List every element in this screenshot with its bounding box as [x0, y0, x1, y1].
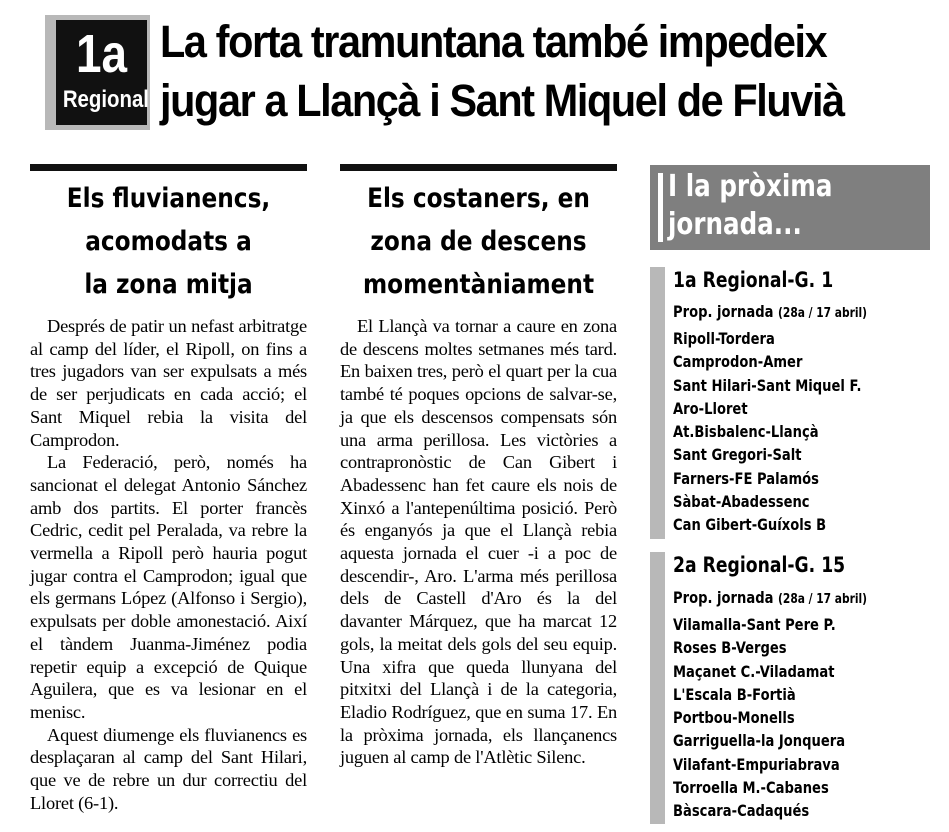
match-item: At.Bisbalenc-Llançà: [673, 422, 819, 442]
group-1-match-list: [673, 327, 903, 537]
match-item: Maçanet C.-Viladamat: [673, 661, 835, 681]
sidebar-title-line-1: I la pròxima: [668, 169, 833, 204]
headline-line-1: La forta tramuntana també impedeix: [160, 16, 827, 67]
column-1-title-line-1: Els fluvianencs,: [66, 183, 271, 214]
match-item: Can Gibert-Guíxols B: [673, 515, 827, 535]
column-2-title-line-1: Els costaners, en: [367, 183, 590, 214]
badge-number: 1a: [75, 24, 128, 84]
group-2-match-list: [673, 613, 883, 823]
group-2-prop-label: Prop. jornada: [673, 588, 774, 607]
match-item: Roses B-Verges: [673, 638, 787, 658]
match-item: Farners-FE Palamós: [673, 468, 819, 488]
match-item: Garriguella-la Jonquera: [673, 731, 846, 751]
column-1-title: [49, 177, 287, 306]
column-1-body: [30, 315, 307, 814]
match-item: Torroella M.-Cabanes: [673, 778, 829, 798]
headline-line-2: jugar a Llançà i Sant Miquel de Fluvià: [160, 75, 844, 126]
match-item: Sàbat-Abadessenc: [673, 492, 810, 512]
match-item: Camprodon-Amer: [673, 352, 803, 372]
match-item: Bàscara-Cadaqués: [673, 801, 810, 821]
column-2-rule: [340, 164, 617, 171]
column-2-title-line-3: momentàniament: [362, 269, 595, 300]
match-item: Aro-Lloret: [673, 398, 748, 418]
section-badge: [56, 20, 147, 125]
group-1-title: 1a Regional-G. 1: [673, 268, 834, 292]
group-1-accent-bar: [650, 267, 665, 539]
sidebar-title-line-2: jornada...: [668, 207, 802, 242]
match-item: Sant Hilari-Sant Miquel F.: [673, 375, 862, 395]
match-item: Vilamalla-Sant Pere P.: [673, 615, 836, 634]
column-2-paragraph-1: El Llançà va tornar a caure en zona de descens moltes setmanes més tard. En baixen tres, però el quart per la cua també té poques opcions de salvar-se, ja que els descensos compensats són una arma perillosa. Les victòries a contrapronòstic de Can Gibert i Abadessenc han fet caure els nois de Xinxó a l'antepenúltima posició. Però és enganyós ja que el Llançà rebia aquesta jornada el cuer -i a poc de descendir-, Aro. L'arma més perillosa dels de Castell d'Aro és la del davanter Márquez, que ha marcat 12 gols, la meitat dels gols del seu equip. Una xifra que queda llunyana del pitxitxi del Llançà i de la categoria, Eladio Rodríguez, que en suma 17. En la pròxima jornada, els llançanencs juguen al camp de l'Atlètic Silenc.: [340, 316, 617, 768]
group-1-prop-jornada: [673, 301, 867, 325]
column-1-title-line-3: la zona mitja: [84, 269, 253, 300]
match-item: L'Escala B-Fortià: [673, 684, 796, 704]
column-1-paragraph-3: Aquest diumenge els fluvianencs es desplaçaran al camp del Sant Hilari, que ve de rebre un dur correctiu del Lloret (6-1).: [30, 724, 307, 813]
match-item: Ripoll-Tordera: [673, 329, 775, 348]
column-1-title-line-2: acomodats a: [85, 226, 252, 257]
column-1-paragraph-2: La Federació, però, només ha sancionat el delegat Antonio Sánchez amb dos partits. El porter francès Cedric, cedit pel Peralada, va rebre la vermella a Ripoll però hauria pogut jugar contra el Camprodon; igual que els germans López (Alfonso i Sergio), expulsats per doble amonestació. Així el tàndem Juanma-Jiménez podia repetir equip a excepció de Quique Aguilera, que es va lesionar en el menisc.: [30, 452, 307, 722]
group-2-title: 2a Regional-G. 15: [673, 553, 846, 577]
group-2-prop-date: (28a / 17 abril): [778, 592, 868, 607]
group-2-prop-jornada: [673, 587, 867, 611]
group-1-prop-date: (28a / 17 abril): [778, 306, 868, 321]
match-item: Sant Gregori-Salt: [673, 445, 802, 465]
column-1-paragraph-1: Després de patir un nefast arbitratge al camp del líder, el Ripoll, on fins a tres jugadors van ser expulsats a més de ser perjudicats en cada acció; el Sant Miquel rebia la visita del Camprodon.: [30, 316, 307, 450]
match-item: Portbou-Monells: [673, 708, 795, 728]
column-2-body: [340, 315, 617, 769]
match-item: Vilafant-Empuriabrava: [673, 754, 840, 774]
headline: [160, 12, 878, 130]
column-2-title-line-2: zona de descens: [370, 226, 587, 257]
column-1-rule: [30, 164, 307, 171]
column-2-title: [359, 177, 597, 306]
group-2-accent-bar: [650, 552, 665, 824]
sidebar-title: [668, 168, 914, 244]
group-1-prop-label: Prop. jornada: [673, 302, 774, 321]
sidebar-header: [650, 165, 930, 250]
sidebar-header-accent: [658, 173, 663, 242]
badge-label: Regional: [62, 86, 149, 113]
